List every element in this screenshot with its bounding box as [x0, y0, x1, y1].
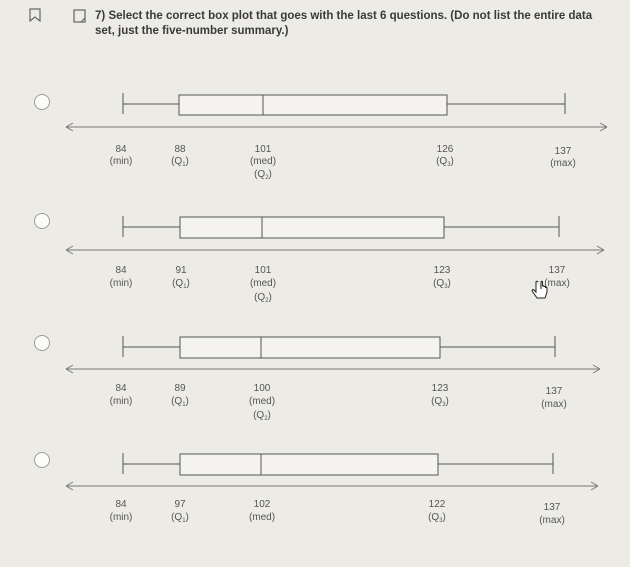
max-value: 137 — [548, 265, 566, 276]
answer-option-2[interactable] — [0, 206, 630, 326]
min-label: (min) — [109, 396, 133, 407]
median-value: 102 — [253, 499, 271, 510]
box-plot-3 — [0, 327, 630, 387]
q1-value: 97 — [174, 499, 186, 510]
question-prompt — [95, 9, 615, 39]
min-value: 84 — [115, 383, 127, 394]
min-value: 84 — [115, 499, 127, 510]
median-label: (med) — [249, 278, 277, 289]
q1-value: 88 — [174, 144, 186, 155]
q3-label: $(Q_3)$ — [436, 156, 454, 168]
q1-label: $(Q_1)$ — [171, 396, 189, 408]
median-label: (med) — [248, 396, 276, 407]
box-plot-2 — [0, 206, 630, 266]
max-value: 137 — [545, 386, 563, 397]
median-value: 100 — [253, 383, 271, 394]
box-plot-1 — [0, 86, 630, 146]
min-value: 84 — [115, 144, 127, 155]
q1-label: $(Q_1)$ — [171, 156, 189, 168]
q1-label: $(Q_1)$ — [171, 512, 189, 524]
q1-label: $(Q_1)$ — [172, 278, 190, 290]
box-plot-4 — [0, 447, 630, 507]
max-value: 137 — [543, 502, 561, 513]
median-label: (med) — [248, 512, 276, 523]
q3-label: $(Q_3)$ — [431, 396, 449, 408]
q3-value: 122 — [428, 499, 446, 510]
q2-label: $(Q_2)$ — [254, 169, 272, 181]
min-value: 84 — [115, 265, 127, 276]
min-label: (min) — [109, 512, 133, 523]
max-label: (max) — [550, 158, 576, 169]
min-label: (min) — [109, 278, 133, 289]
max-value: 137 — [554, 146, 572, 157]
question-number: 7) — [95, 10, 106, 22]
max-label: (max) — [541, 399, 567, 410]
bookmark-icon[interactable] — [28, 8, 42, 29]
q1-value: 89 — [174, 383, 186, 394]
q3-label: $(Q_3)$ — [433, 278, 451, 290]
q3-label: $(Q_3)$ — [428, 512, 446, 524]
note-icon[interactable] — [72, 8, 88, 29]
q3-value: 123 — [431, 383, 449, 394]
q2-label: $(Q_2)$ — [253, 410, 271, 422]
q3-value: 126 — [436, 144, 454, 155]
answer-option-3[interactable] — [0, 327, 630, 447]
question-text: Select the correct box plot that goes with the last 6 questions. (Do not list the entire data set, just the five-number summary.) — [95, 10, 593, 37]
hand-pointer-icon — [530, 280, 550, 307]
q1-value: 91 — [175, 265, 187, 276]
max-label: (max) — [539, 515, 565, 526]
max-label: (max) — [544, 278, 570, 289]
median-value: 101 — [254, 265, 272, 276]
q3-value: 123 — [433, 265, 451, 276]
answer-option-4[interactable] — [0, 447, 630, 567]
answer-option-1[interactable] — [0, 86, 630, 206]
median-label: (med) — [249, 156, 277, 167]
min-label: (min) — [109, 156, 133, 167]
top-toolbar — [28, 8, 88, 29]
q2-label: $(Q_2)$ — [254, 292, 272, 304]
median-value: 101 — [254, 144, 272, 155]
